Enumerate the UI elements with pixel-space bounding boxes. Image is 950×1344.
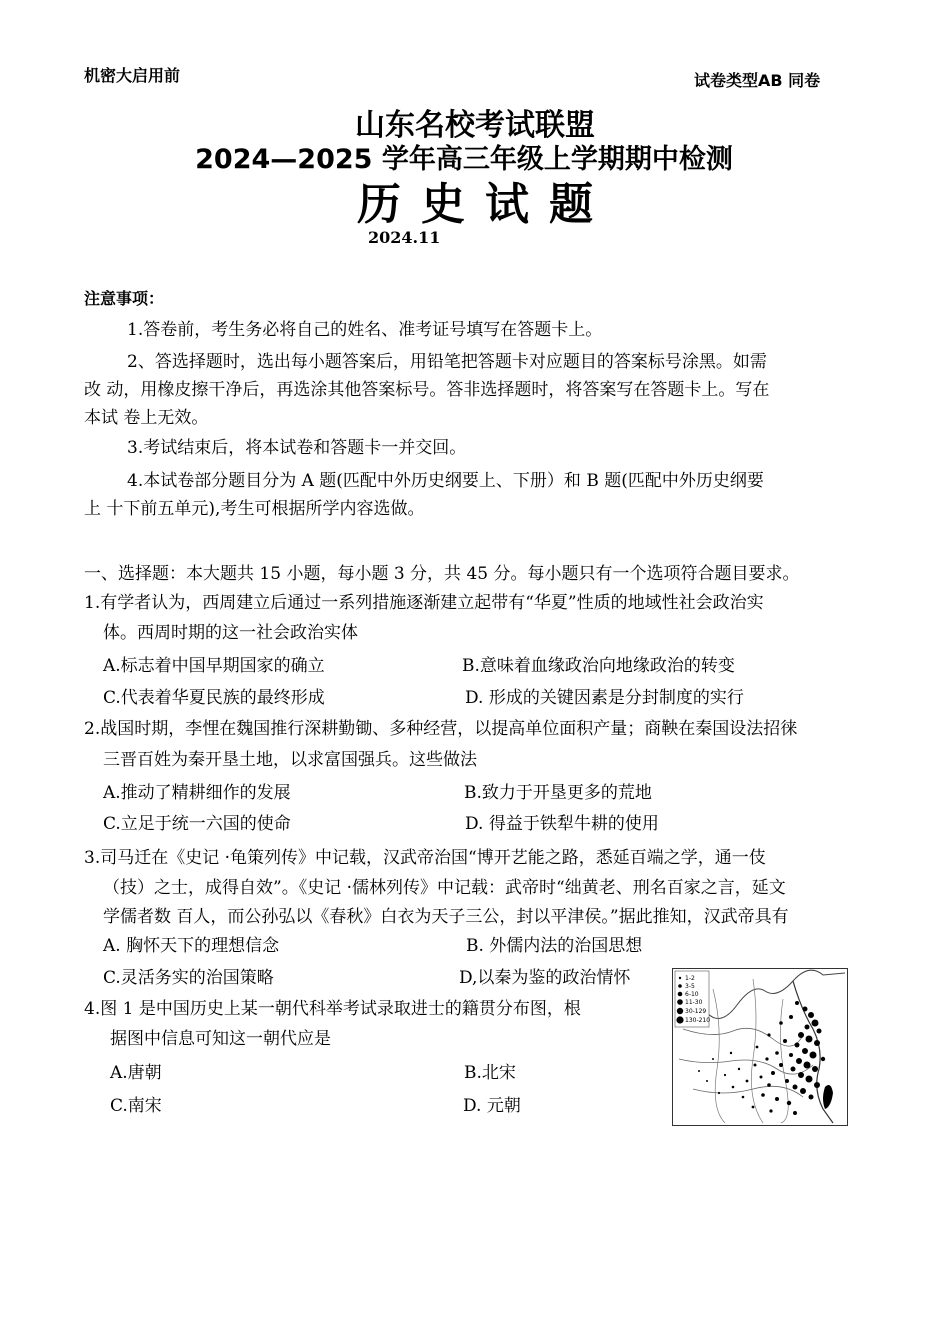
notes-heading: 注意事项： — [84, 289, 165, 308]
option-c[interactable]: C.立足于统一六国的使命 — [103, 814, 291, 834]
option-a[interactable]: A.唐朝 — [110, 1063, 162, 1083]
subject-title: 历史试题 — [357, 179, 613, 230]
note-1: 1.答卷前，考生务必将自己的姓名、准考证号填写在答题卡上。 — [127, 320, 603, 340]
option-a[interactable]: A. 胸怀天下的理想信念 — [103, 936, 280, 956]
question-stem-line: 体。西周时期的这一社会政治实体 — [103, 623, 358, 643]
option-a[interactable]: A.推动了精耕细作的发展 — [103, 783, 291, 803]
exam-union-title: 山东名校考试联盟 — [355, 108, 595, 143]
option-c[interactable]: C.代表着华夏民族的最终形成 — [103, 688, 325, 708]
exam-date: 2024.11 — [368, 228, 441, 247]
question-stem-line: 学儒者数 百人，而公孙弘以《春秋》白衣为天子三公，封以平津侯。”据此推知，汉武帝具有 — [103, 907, 789, 927]
option-b[interactable]: B. 外儒内法的治国思想 — [466, 936, 643, 956]
note-4-line-1: 4.本试卷部分题目分为 A 题(匹配中外历史纲要上、下册）和 B 题(匹配中外历史纲要 — [127, 471, 764, 491]
note-2-line-1: 2、答选择题时，选出每小题答案后，用铅笔把答题卡对应题目的答案标号涂黑。如需 — [127, 352, 767, 372]
jinshi-distribution-map — [672, 968, 848, 1126]
note-3: 3.考试结束后，将本试卷和答题卡一并交回。 — [127, 438, 467, 458]
question-stem-line: 3.司马迁在《史记 ·龟策列传》中记载，汉武帝治国“博开艺能之路，悉延百端之学，通一伎 — [84, 848, 766, 868]
confidential-label: 机密大启用前 — [84, 66, 181, 85]
option-d[interactable]: D. 得益于铁犁牛耕的使用 — [465, 814, 659, 834]
option-b[interactable]: B.意味着血缘政治向地缘政治的转变 — [462, 656, 735, 676]
map-drawing — [673, 969, 847, 1125]
note-4-line-2: 上 十下前五单元),考生可根据所学内容选做。 — [84, 499, 425, 519]
question-stem-line: 据图中信息可知这一朝代应是 — [110, 1029, 331, 1049]
option-c[interactable]: C.灵活务实的治国策略 — [103, 968, 274, 988]
question-stem-line: 1.有学者认为，西周建立后通过一系列措施逐渐建立起带有“华夏”性质的地域性社会政治实 — [84, 593, 764, 613]
option-a[interactable]: A.标志着中国早期国家的确立 — [103, 656, 325, 676]
paper-type-label: 试卷类型AB 同卷 — [694, 71, 821, 90]
question-stem-line: 2.战国时期，李悝在魏国推行深耕勤锄、多种经营，以提高单位面积产量；商鞅在秦国设法招徕 — [84, 719, 798, 739]
question-stem-line: （技）之士，成得自效”。《史记 ·儒林列传》中记载：武帝时“绌黄老、刑名百家之言，延文 — [103, 878, 786, 898]
legend-label: 130-210 — [685, 1017, 711, 1024]
option-d[interactable]: D,以秦为鉴的政治情怀 — [459, 968, 631, 988]
legend-label: 6-10 — [685, 991, 699, 998]
note-2-line-2: 改 动，用橡皮擦干净后，再选涂其他答案标号。答非选择题时，将答案写在答题卡上。写在 — [84, 380, 770, 400]
exam-session-title: 2024—2025 学年高三年级上学期期中检测 — [195, 144, 733, 175]
option-c[interactable]: C.南宋 — [110, 1096, 162, 1116]
note-2-line-3: 本试 卷上无效。 — [84, 408, 209, 428]
legend-label: 11-30 — [685, 999, 703, 1006]
question-stem-line: 三晋百姓为秦开垦土地，以求富国强兵。这些做法 — [103, 750, 477, 770]
option-b[interactable]: B.致力于开垦更多的荒地 — [464, 783, 652, 803]
legend-label: 3-5 — [685, 983, 695, 990]
section-1-heading: 一、选择题：本大题共 15 小题，每小题 3 分，共 45 分。每小题只有一个选项符合题目要求。 — [84, 564, 800, 584]
option-d[interactable]: D. 元朝 — [463, 1096, 521, 1116]
option-d[interactable]: D. 形成的关键因素是分封制度的实行 — [465, 688, 744, 708]
question-stem-line: 4.图 1 是中国历史上某一朝代科举考试录取进士的籍贯分布图，根 — [84, 999, 581, 1019]
legend-label: 1-2 — [685, 975, 695, 982]
legend-label: 30-129 — [685, 1008, 707, 1015]
option-b[interactable]: B.北宋 — [464, 1063, 516, 1083]
